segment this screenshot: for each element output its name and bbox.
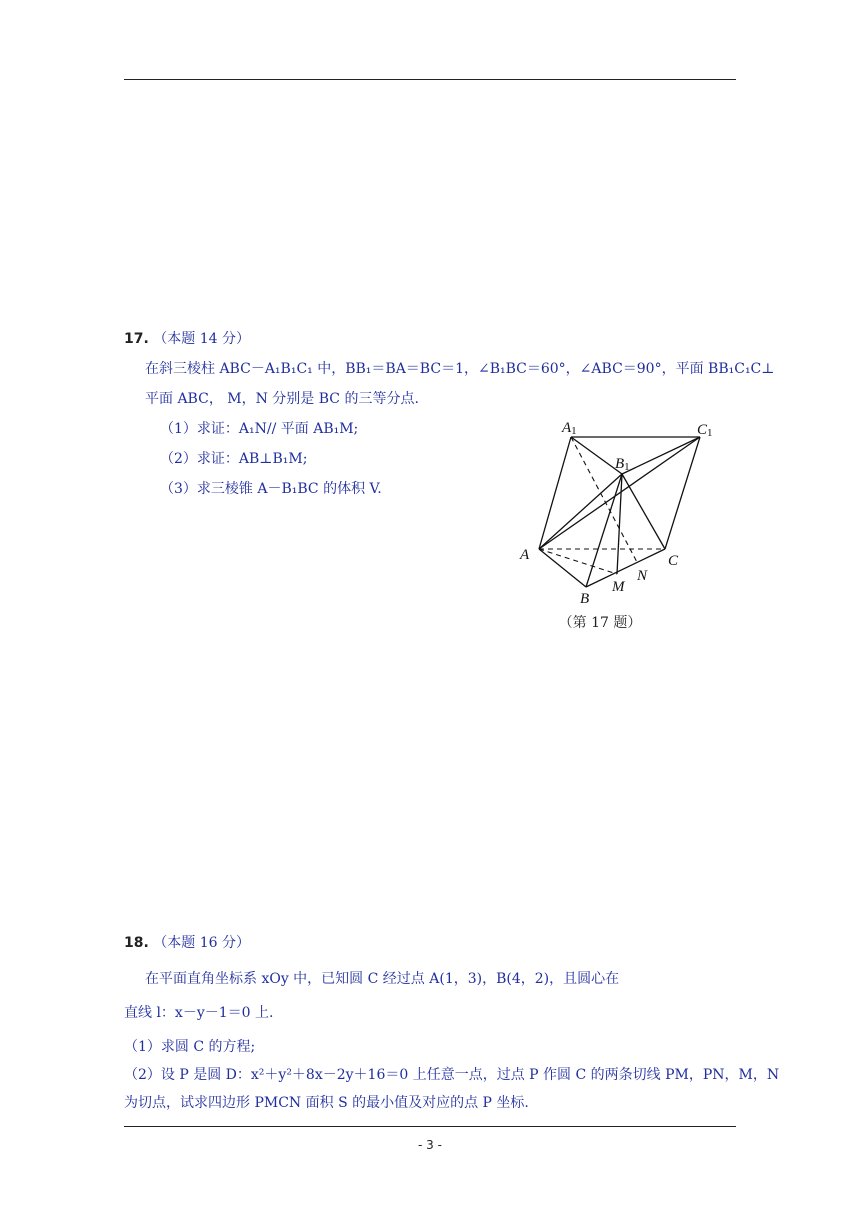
q17-line2: 平面 ABC， M，N 分别是 BC 的三等分点. xyxy=(145,391,419,407)
q18-number: 18. xyxy=(124,935,149,951)
edge-bc xyxy=(586,549,665,587)
q17-number: 17. xyxy=(124,331,149,347)
q18-part2: （2）设 P 是圆 D：x²＋y²＋8x－2y＋16＝0 上任意一点，过点 P 作圆 C 的两条切线 PM，PN，M，N xyxy=(124,1067,780,1083)
edge-c1c xyxy=(665,437,700,549)
edge-b1c xyxy=(622,474,665,549)
q18-part2b: 为切点，试求四边形 PMCN 面积 S 的最小值及对应的点 P 坐标. xyxy=(124,1095,529,1111)
figure-caption: （第 17 题） xyxy=(558,615,642,631)
q18-heading xyxy=(124,934,250,952)
q17-part3: （3）求三棱锥 A－B₁BC 的体积 V. xyxy=(160,481,382,497)
q17-line1: 在斜三棱柱 ABC－A₁B₁C₁ 中，BB₁＝BA＝BC＝1，∠B₁BC＝60°，∠ABC＝90°，平面 BB₁C₁C⊥ xyxy=(145,361,775,377)
label-a1: A1 xyxy=(562,420,577,437)
label-n: N xyxy=(637,568,648,584)
page-number: - 3 - xyxy=(418,1138,442,1152)
label-a: A xyxy=(520,547,530,563)
label-b: B xyxy=(580,591,590,607)
edge-ab xyxy=(539,549,586,587)
label-c1: C1 xyxy=(697,422,713,439)
edge-a1a xyxy=(539,437,571,549)
q17-score: （本题 14 分） xyxy=(153,331,250,347)
label-m: M xyxy=(612,579,625,595)
segment-am-hidden xyxy=(539,549,617,574)
q17-part2: （2）求证：AB⊥B₁M; xyxy=(160,451,308,467)
q18-line1: 在平面直角坐标系 xOy 中，已知圆 C 经过点 A(1，3)，B(4，2)，且圆心在 xyxy=(145,971,620,987)
q18-line2: 直线 l：x－y－1＝0 上. xyxy=(124,1005,274,1021)
footer-rule xyxy=(124,1126,736,1127)
q18-score: （本题 16 分） xyxy=(153,935,250,951)
edge-b1c1 xyxy=(622,437,700,474)
label-b1: B1 xyxy=(615,456,630,473)
segment-a1n-hidden xyxy=(571,437,638,564)
q18-part1: （1）求圆 C 的方程; xyxy=(124,1039,256,1055)
q17-part1: （1）求证：A₁N// 平面 AB₁M; xyxy=(160,421,359,437)
label-c: C xyxy=(668,553,679,569)
